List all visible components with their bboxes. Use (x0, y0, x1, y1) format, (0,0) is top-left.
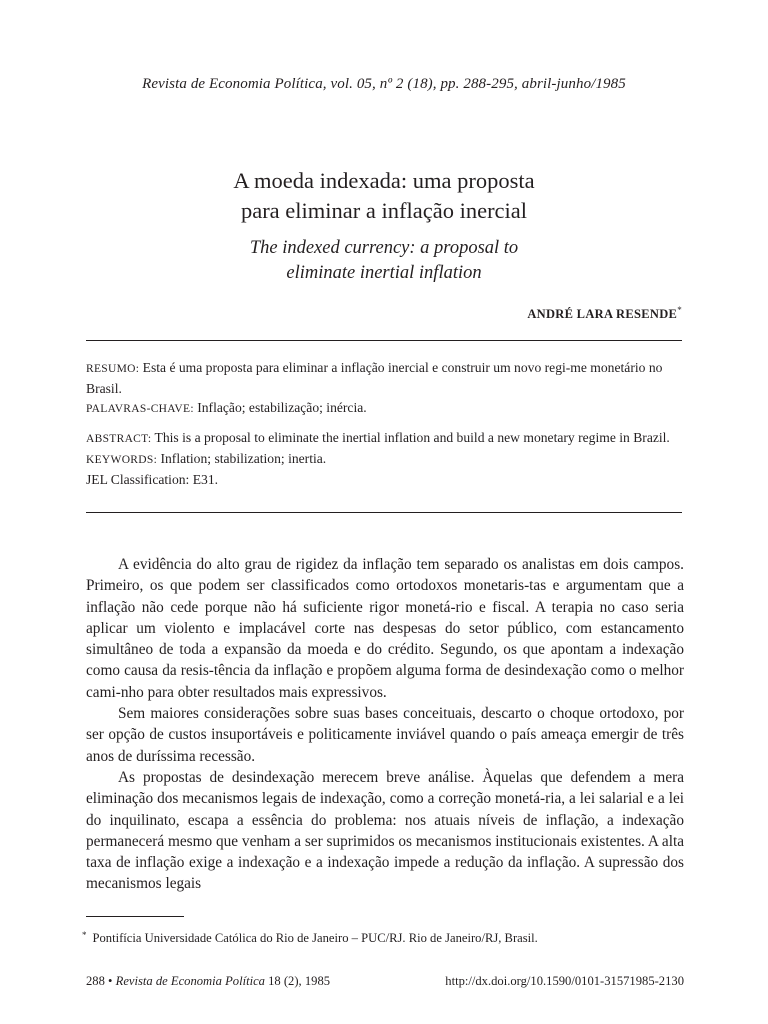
author-name-text: ANDRÉ LARA RESENDE (527, 307, 678, 322)
jel-classification: JEL Classification: E31. (86, 472, 219, 488)
article-subtitle-line-2: eliminate inertial inflation (286, 263, 482, 283)
abstract-top-rule (86, 340, 682, 341)
footnote-mark: * (82, 930, 87, 940)
author-footnote-mark: * (677, 305, 682, 315)
abstract-paragraph (86, 428, 684, 449)
body-paragraph: As propostas de desindexação merecem breve análise. Àquelas que defendem a mera eliminação dos mecanismos legais de indexação, como a correção monetá-ria, a lei salarial e a lei do inquilinato, escapa a essência do problema: nos atuais níveis de inflação, a indexação permanecerá mesmo que venham a ser suprimidos os mecanismos institucionais existentes. A alta taxa de inflação exige a indexação e a indexação impede a redução da inflação. A supressão dos mecanismos legais (86, 768, 684, 893)
keywords-line (86, 449, 684, 470)
body-paragraph: A evidência do alto grau de rigidez da inflação tem separado os analistas em dois campos. Primeiro, os que podem ser classificados como ortodoxos monetaris-tas e argumentam que a inflação não cede porque não há suficiente rigor monetá-rio e fiscal. A terapia no caso seria aplicar um violento e implacável corte nas despesas do setor público, com estancamento simultâneo de toda a expansão da moeda e do crédito. Segundo, os que apontam a indexação como causa da resis-tência da inflação e propõem alguma forma de desindexação como o melhor cami-nho para obter resultados mais expressivos. (86, 556, 684, 701)
palavras-chave-text: Inflação; estabilização; inércia. (197, 400, 367, 416)
footnote-text: Pontifícia Universidade Católica do Rio de Janeiro – PUC/RJ. Rio de Janeiro/RJ, Brasil. (92, 931, 538, 945)
article-title (0, 166, 768, 226)
article-title-line-2: para eliminar a inflação inercial (240, 198, 528, 223)
keywords-label: KEYWORDS: (86, 454, 158, 467)
article-subtitle-line-1: The indexed currency: a proposal to (249, 238, 519, 258)
article-subtitle (0, 236, 768, 286)
article-body (86, 554, 684, 895)
footnote (82, 930, 682, 946)
resumo-paragraph (86, 358, 684, 398)
palavras-chave-line (86, 398, 684, 419)
abstract-block (86, 428, 684, 490)
footnote-rule (86, 916, 184, 917)
journal-header: Revista de Economia Política, vol. 05, nº 2 (18), pp. 288-295, abril-junho/1985 (142, 76, 626, 92)
abstract-label: ABSTRACT: (86, 433, 152, 445)
footer-separator: • (108, 974, 113, 988)
resumo-label: RESUMO: (86, 363, 140, 375)
resumo-block (86, 358, 684, 420)
resumo-text: Esta é uma proposta para eliminar a inflação inercial e construir um novo regi-me monetário no Brasil. (86, 360, 663, 397)
author-name (527, 305, 682, 322)
abstract-text: This is a proposal to eliminate the inertial inflation and build a new monetary regime in Brazil. (154, 430, 670, 445)
abstract-bottom-rule (86, 512, 682, 513)
palavras-chave-label: PALAVRAS-CHAVE: (86, 403, 194, 416)
footer-journal-name: Revista de Economia Política (115, 974, 265, 988)
footer-citation (86, 974, 330, 989)
article-title-line-1: A moeda indexada: uma proposta (233, 168, 535, 193)
footer-issue: 18 (2), 1985 (268, 974, 331, 988)
keywords-text: Inflation; stabilization; inertia. (160, 451, 327, 467)
doi-link[interactable]: http://dx.doi.org/10.1590/0101-31571985-2130 (445, 974, 684, 988)
body-paragraph: Sem maiores considerações sobre suas bases conceituais, descarto o choque ortodoxo, por ser opção de custos insuportáveis e politicamente inviável quando o país ameaça emergir de três anos de duríssima recessão. (86, 705, 684, 765)
page-number: 288 (86, 974, 105, 988)
